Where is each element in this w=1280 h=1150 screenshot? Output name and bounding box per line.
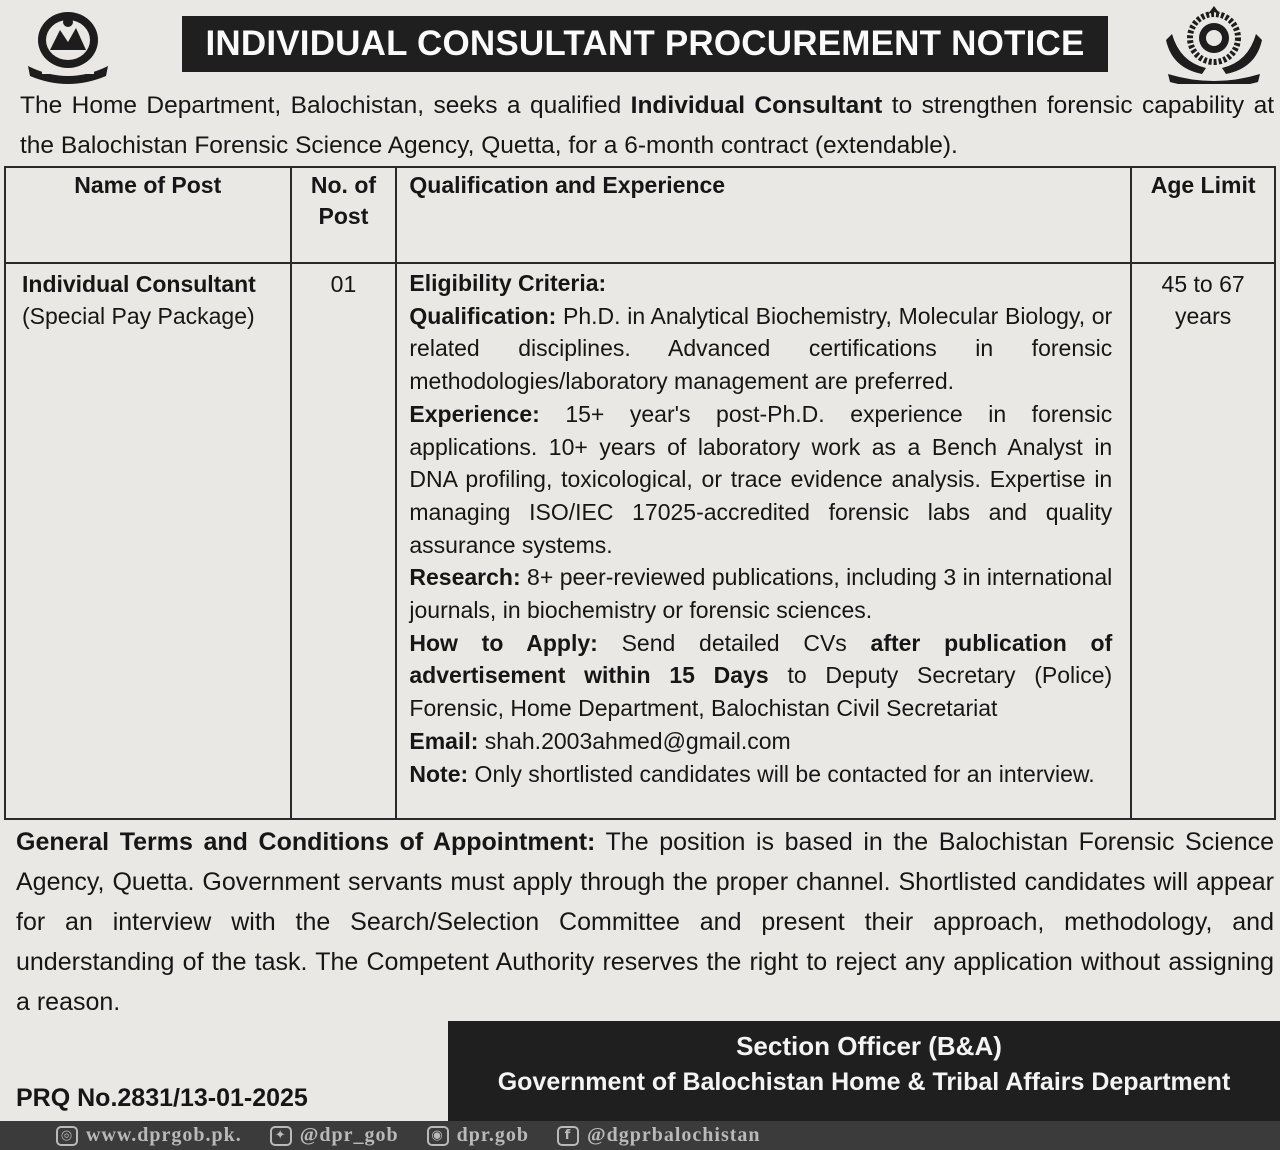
qualification-text: Qualification: Ph.D. in Analytical Biochemistry, Molecular Biology, or related disciplines. Advanced certifications in forensic methodologies/laboratory management are preferred.: [409, 302, 1113, 395]
post-package: (Special Pay Package): [22, 303, 255, 329]
signatory-department: Government of Balochistan Home & Tribal Affairs Department: [497, 1068, 1231, 1096]
twitter-icon: ✦: [270, 1126, 292, 1146]
table-header-row: [5, 167, 1275, 263]
age-limit: 45 to 67 years: [1131, 263, 1275, 819]
signatory-title: Section Officer (B&A): [736, 1031, 1002, 1061]
terms-paragraph: General Terms and Conditions of Appointment: The position is based in the Balochistan Forensic Science Agency, Quetta. Government servants must apply through the proper channel. Shortlisted candidates will appear for an interview with the Search/Selection Committee and present their approach, methodology, and understanding of the task. The Competent Authority reserves the right to reject any application without assigning a reason.: [16, 828, 1274, 1016]
how-to-apply-text: How to Apply: Send detailed CVs after publication of advertisement within 15 Days to Deputy Secretary (Police) Forensic, Home Department, Balochistan Civil Secretariat: [409, 629, 1113, 722]
prq-number: PRQ No.2831/13-01-2025: [16, 1084, 308, 1112]
vacancy-table: [4, 166, 1276, 820]
note-text: Note: Only shortlisted candidates will be contacted for an interview.: [409, 760, 1095, 787]
footer-website: ◎ www.dprgob.pk.: [56, 1124, 242, 1147]
header-name-of-post: Name of Post: [5, 167, 291, 263]
experience-text: Experience: 15+ year's post-Ph.D. experience in forensic applications. 10+ years of laboratory work as a Bench Analyst in DNA profiling, toxicological, or trace evidence analysis. Expertise in managing ISO/IEC 17025-accredited forensic labs and quality assurance systems.: [409, 400, 1113, 558]
header-no-of-post: No. of Post: [291, 167, 397, 263]
eligibility-heading: Eligibility Criteria:: [409, 270, 607, 296]
signature-block: [448, 1021, 1280, 1121]
intro-post-title: Individual Consultant: [630, 92, 883, 119]
notice-title: INDIVIDUAL CONSULTANT PROCUREMENT NOTICE: [182, 16, 1108, 72]
email-line: Email: shah.2003ahmed@gmail.com: [409, 727, 791, 754]
header-qualification: Qualification and Experience: [396, 167, 1131, 263]
terms-heading: General Terms and Conditions of Appointment:: [16, 828, 596, 856]
footer-facebook: f @dgprbalochistan: [557, 1124, 761, 1147]
globe-icon: ◎: [56, 1126, 78, 1146]
footer-instagram: ◉ dpr.gob: [427, 1124, 529, 1147]
facebook-icon: f: [557, 1126, 579, 1146]
email-address: shah.2003ahmed@gmail.com: [478, 727, 791, 754]
qualification-cell: [396, 263, 1131, 819]
department-crest-icon: [1158, 4, 1270, 84]
post-name: Individual Consultant: [22, 271, 256, 297]
research-text: Research: 8+ peer-reviewed publications, including 3 in international journals, in biochemistry or forensic sciences.: [409, 564, 1113, 624]
footer-twitter: ✦ @dpr_gob: [270, 1124, 399, 1147]
government-emblem-icon: [20, 4, 116, 84]
post-name-cell: [5, 263, 291, 819]
instagram-icon: ◉: [427, 1126, 449, 1146]
post-count: 01: [291, 263, 397, 819]
header-age-limit: Age Limit: [1131, 167, 1275, 263]
table-row: [5, 263, 1275, 819]
intro-paragraph: The Home Department, Balochistan, seeks a qualified Individual Consultant to strengthen forensic capability at the Balochistan Forensic Science Agency, Quetta, for a 6-month contract (extendable).: [20, 92, 1275, 159]
social-footer: [0, 1121, 1280, 1150]
